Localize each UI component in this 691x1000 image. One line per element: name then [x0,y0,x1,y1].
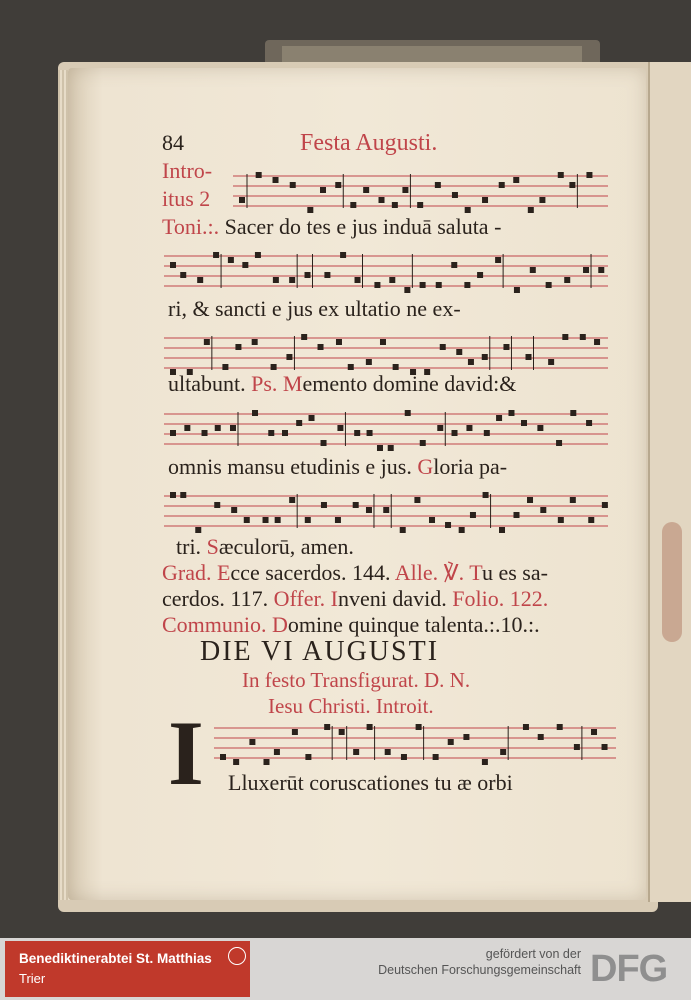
neume [383,507,389,513]
neume [195,527,201,533]
neume [367,724,373,730]
neume [204,339,210,345]
music-staff [68,248,646,298]
facing-page-edge [648,62,691,902]
neume [513,177,519,183]
neume [268,430,274,436]
neume [514,287,520,293]
neume [244,517,250,523]
neume [436,282,442,288]
rubric-label: Toni.:. [162,214,220,239]
neume [340,252,346,258]
feast-subheading: In festo Transfigurat. D. N. [242,668,471,692]
neume [463,734,469,740]
neume [377,445,383,451]
chant-text-line: ri, & sancti e jus ex ultatio ne ex- [168,296,461,321]
neume [239,197,245,203]
neume [556,440,562,446]
neume [558,517,564,523]
neume [482,759,488,765]
neume [335,182,341,188]
neume [521,420,527,426]
neume [366,507,372,513]
rubric-label: Alle. ℣. T [394,560,482,585]
neume [451,262,457,268]
dfg-logo[interactable]: DFG [590,948,668,990]
neume [548,359,554,365]
neume [562,334,568,340]
neume [527,497,533,503]
neume [170,262,176,268]
rubric-initial: G [417,454,434,479]
neume [470,512,476,518]
neume [393,364,399,370]
neume [401,754,407,760]
feast-subheading: Iesu Christi. Introit. [268,694,434,718]
rubric-label: Ps. M [251,371,303,396]
neume [215,425,221,431]
neume [445,522,451,528]
neume [400,527,406,533]
abbey-logo-icon [228,947,246,965]
neume [389,277,395,283]
music-staff [68,720,646,770]
neume [466,425,472,431]
chant-text-line [176,534,354,560]
neume [465,207,471,213]
neume [321,502,327,508]
neume [598,267,604,273]
institution-badge[interactable] [5,941,250,997]
chant-text: tri. [176,534,207,559]
chant-text: Sacer do tes e jus induā saluta - [219,214,502,239]
neume [305,272,311,278]
neume [233,759,239,765]
neume [335,517,341,523]
neume [496,415,502,421]
neume [324,724,330,730]
neume [249,739,255,745]
neume [367,430,373,436]
neume [228,257,234,263]
neume [456,349,462,355]
neume [448,739,454,745]
neume [546,282,552,288]
neume [380,339,386,345]
neume [263,517,269,523]
neume [289,277,295,283]
neume [459,527,465,533]
neume [530,267,536,273]
chant-text-line [162,214,501,240]
neume [235,344,241,350]
rubric-line: Intro- [162,158,213,183]
decorated-initial: I [168,702,204,804]
neume [355,277,361,283]
chant-text: cerdos. 117. [162,586,274,611]
neume [526,354,532,360]
neume [231,507,237,513]
chant-text: omine quinque talenta.:.10.:. [287,612,540,637]
neume [540,507,546,513]
neume [242,262,248,268]
neume [558,172,564,178]
neume [337,425,343,431]
neume [500,749,506,755]
neume [468,359,474,365]
neume [275,517,281,523]
rubric-text-line [162,586,548,612]
neume [570,497,576,503]
neume [292,729,298,735]
rubric-line: itus 2 [162,186,211,211]
neume [435,182,441,188]
neume [286,354,292,360]
neume [379,197,385,203]
neume [220,754,226,760]
neume [574,744,580,750]
chant-text: æculorū, amen. [218,534,354,559]
neume [420,440,426,446]
neume [433,754,439,760]
neume [290,182,296,188]
chant-text-line [168,371,516,397]
neume [417,202,423,208]
rubric-label: Folio. 122. [452,586,549,611]
neume [252,410,258,416]
funding-line: gefördert von der [485,947,581,961]
neume [586,172,592,178]
neume [273,277,279,283]
neume [594,339,600,345]
neume [482,197,488,203]
neume [350,202,356,208]
chant-text: emento domine david:& [302,371,517,396]
neume [503,344,509,350]
neume [274,749,280,755]
neume [580,334,586,340]
neume [405,410,411,416]
neume [557,724,563,730]
neume [452,192,458,198]
neume [256,172,262,178]
neume [495,257,501,263]
neume [414,497,420,503]
neume [305,754,311,760]
neume [539,197,545,203]
neume [484,430,490,436]
chant-text: u es sa- [481,560,548,585]
neume [499,527,505,533]
chant-text: loria pa- [433,454,508,479]
neume [420,282,426,288]
neume [180,272,186,278]
neume [388,445,394,451]
neume [374,282,380,288]
neume [602,744,608,750]
neume [273,177,279,183]
neume [570,410,576,416]
neume [586,420,592,426]
neume [353,749,359,755]
rubric-text-line [162,560,548,586]
neume [508,410,514,416]
neume [271,364,277,370]
neume [392,202,398,208]
neume [416,724,422,730]
neume [309,415,315,421]
neume [213,252,219,258]
neume [528,207,534,213]
manuscript-page [68,68,646,900]
neume [353,502,359,508]
neume [464,282,470,288]
institution-city: Trier [19,971,46,986]
neume [170,430,176,436]
page-number: 84 [162,130,184,155]
neume [170,492,176,498]
neume [320,187,326,193]
neume [202,430,208,436]
neume [214,502,220,508]
neume [602,502,608,508]
institution-name: Benediktinerabtei St. Matthias [19,951,212,966]
neume [437,425,443,431]
neume [339,729,345,735]
neume [321,440,327,446]
chant-text: ultabunt. [168,371,252,396]
neume [564,277,570,283]
neume [363,187,369,193]
neume [354,430,360,436]
rubric-text-line [162,612,540,638]
neume [366,359,372,365]
neume [385,749,391,755]
neume [588,517,594,523]
neume [263,759,269,765]
neume [289,497,295,503]
neume [429,517,435,523]
neume [483,492,489,498]
neume [301,334,307,340]
neume [452,430,458,436]
neume [537,425,543,431]
neume [318,344,324,350]
rubric-initial: S [206,534,219,559]
neume [180,492,186,498]
neume [230,425,236,431]
neume [440,344,446,350]
neume [282,430,288,436]
neume [569,182,575,188]
neume [184,425,190,431]
music-staff [68,488,646,538]
neume [499,182,505,188]
rubric-label: Offer. I [273,586,338,611]
funding-note [378,946,581,978]
music-staff [68,168,646,218]
neume [222,364,228,370]
footer-bar [0,938,691,1000]
neume [583,267,589,273]
neume [307,207,313,213]
neume [296,420,302,426]
neume [404,287,410,293]
chant-text: omnis mansu etudinis e jus. [168,454,418,479]
chant-text: cce sacerdos. 144. [230,560,395,585]
neume [482,354,488,360]
music-staff [68,406,646,456]
neume [523,724,529,730]
neume [538,734,544,740]
neume [402,187,408,193]
funding-line: Deutschen Forschungsgemeinschaft [378,963,581,977]
neume [197,277,203,283]
feast-heading: DIE VI AUGUSTI [200,636,440,667]
chant-text: nveni david. [337,586,453,611]
running-title: Festa Augusti. [300,130,438,156]
neume [252,339,258,345]
neume [336,339,342,345]
neume [305,517,311,523]
neume [477,272,483,278]
neume [591,729,597,735]
neume [348,364,354,370]
rubric-label: Grad. E [162,560,231,585]
chant-text-line: Lluxerūt coruscationes tu æ orbi [228,770,513,795]
facing-page-stain [662,522,682,642]
neume [513,512,519,518]
neume [324,272,330,278]
chant-text-line [168,454,507,480]
rubric-label: Communio. D [162,612,288,637]
neume [255,252,261,258]
